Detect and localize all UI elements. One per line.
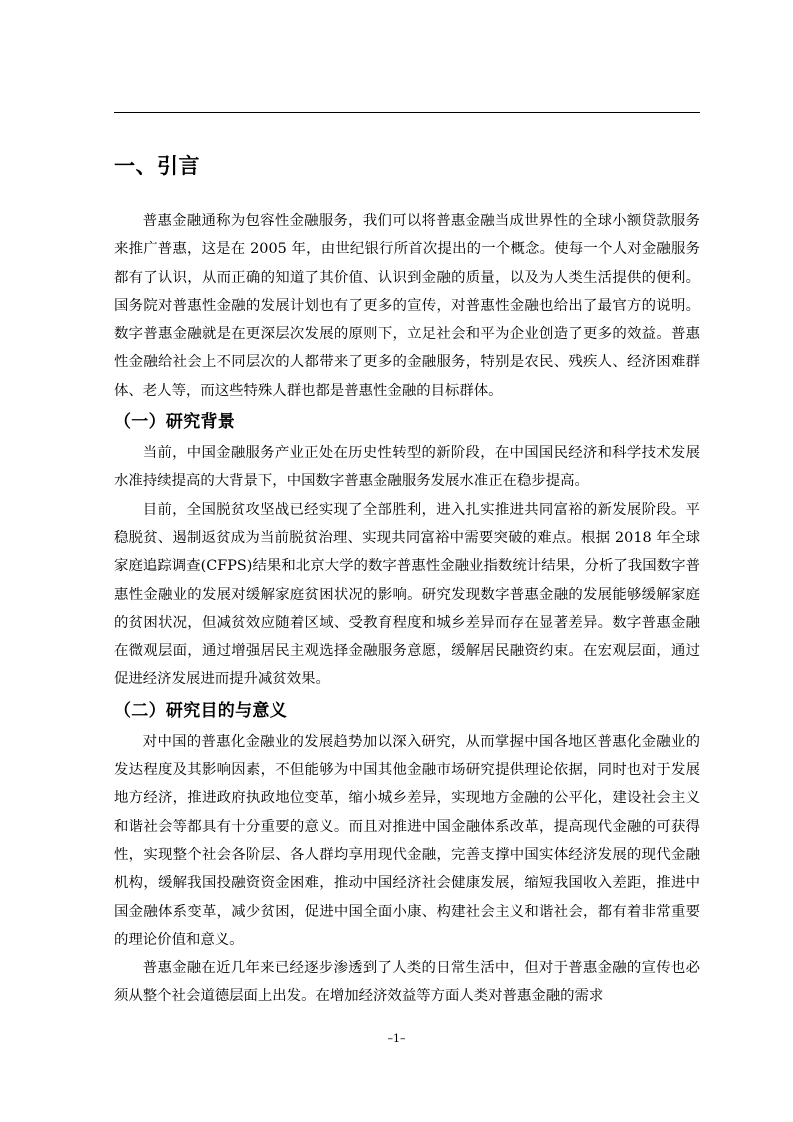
page-body (114, 148, 700, 1011)
subsection-heading-background: （一）研究背景 (114, 412, 236, 433)
page-number: –1– (387, 1032, 406, 1045)
paragraph-purpose-1: 对中国的普惠化金融业的发展趋势加以深入研究，从而掌握中国各地区普惠化金融业的发达程度及其影响因素，不但能够为中国其他金融市场研究提供理论依据，同时也对于发展地方经济，推进政府执政地位变革，缩小城乡差异，实现地方金融的公平化，建设社会主义和谐社会等都具有十分重要的意义。而且对推进中国金融体系改革，提高现代金融的可获得性，实现整个社会各阶层、各人群均享用现代金融，完善支撑中国实体经济发展的现代金融机构，缓解我国投融资资金困难，推动中国经济社会健康发展，缩短我国收入差距，推进中国金融体系变革，减少贫困，促进中国全面小康、构建社会主义和谐社会，都有着非常重要的理论价值和意义。 (114, 733, 700, 948)
header-divider (114, 112, 700, 113)
paragraph-purpose-2: 普惠金融在近几年来已经逐步渗透到了人类的日常生活中，但对于普惠金融的宣传也必须从整个社会道德层面上出发。在增加经济效益等方面人类对普惠金融的需求 (114, 960, 700, 1005)
subsection-heading-purpose: （二）研究目的与意义 (114, 700, 287, 721)
section-heading-introduction: 一、引言 (114, 154, 200, 178)
paragraph-background-2: 目前，全国脱贫攻坚战已经实现了全部胜利，进入扎实推进共同富裕的新发展阶段。平稳脱贫、遏制返贫成为当前脱贫治理、实现共同富裕中需要突破的难点。根据 2018 年全球家庭追踪调查(CFPS)结果和北京大学的数字普惠性金融业指数统计结果，分析了我国数字普惠性金融业的发展对缓解家庭贫困状况的影响。研究发现数字普惠金融的发展能够缓解家庭的贫困状况，但减贫效应随着区域、受教育程度和城乡差异而存在显著差异。数字普惠金融在微观层面，通过增强居民主观选择金融服务意愿，缓解居民融资约束。在宏观层面，通过促进经济发展进而提升减贫效果。 (114, 501, 700, 688)
paragraph-intro: 普惠金融通称为包容性金融服务，我们可以将普惠金融当成世界性的全球小额贷款服务来推广普惠，这是在 2005 年，由世纪银行所首次提出的一个概念。使每一个人对金融服务都有了认识，从而正确的知道了其价值、认识到金融的质量，以及为人类生活提供的便利。国务院对普惠性金融的发展计划也有了更多的宣传，对普惠性金融也给出了最官方的说明。数字普惠金融就是在更深层次发展的原则下，立足社会和平为企业创造了更多的效益。普惠性金融给社会上不同层次的人都带来了更多的金融服务，特别是农民、残疾人、经济困难群体、老人等，而这些特殊人群也都是普惠性金融的目标群体。 (114, 213, 700, 399)
paragraph-background-1: 当前，中国金融服务产业正处在历史性转型的新阶段，在中国国民经济和科学技术发展水准持续提高的大背景下，中国数字普惠金融服务发展水准正在稳步提高。 (114, 445, 700, 490)
